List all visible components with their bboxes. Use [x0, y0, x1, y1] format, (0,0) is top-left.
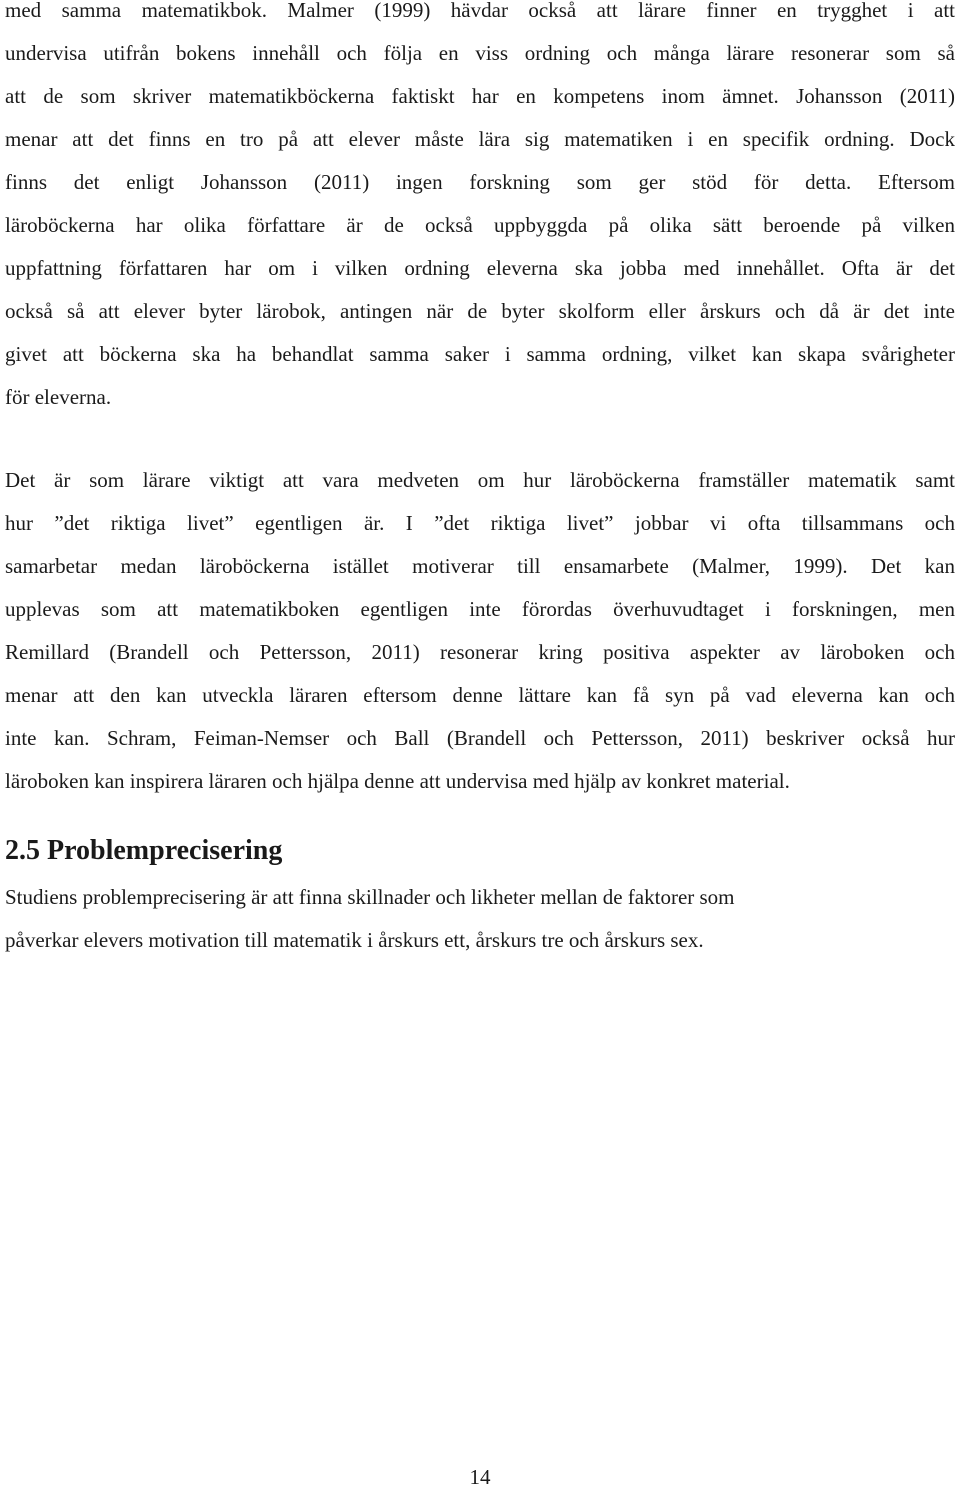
- text-line: undervisa utifrån bokens innehåll och följa en viss ordning och många lärare resonerar som så: [5, 41, 955, 65]
- paragraph-real-life: [5, 459, 955, 803]
- text-line: att de som skriver matematikböckerna faktiskt har en kompetens inom ämnet. Johansson (2011): [5, 84, 955, 108]
- text-line: läroboken kan inspirera läraren och hjälpa denne att undervisa med hjälp av konkret material.: [5, 769, 790, 793]
- text-line: hur ”det riktiga livet” egentligen är. I ”det riktiga livet” jobbar vi ofta tillsammans och: [5, 511, 955, 535]
- text-line: finns det enligt Johansson (2011) ingen forskning som ger stöd för detta. Eftersom: [5, 170, 955, 194]
- text-line: menar att den kan utveckla läraren eftersom denne lättare kan få syn på vad eleverna kan och: [5, 683, 955, 707]
- text-line: uppfattning författaren har om i vilken ordning eleverna ska jobba med innehållet. Ofta är det: [5, 256, 955, 280]
- paragraph-textbook-order: [5, 0, 955, 419]
- text-line: Studiens problemprecisering är att finna skillnader och likheter mellan de faktorer som: [5, 885, 735, 909]
- text-line: för eleverna.: [5, 385, 112, 409]
- text-line: med samma matematikbok. Malmer (1999) hävdar också att lärare finner en trygghet i att: [5, 0, 955, 22]
- text-line: samarbetar medan läroböckerna istället motiverar till ensamarbete (Malmer, 1999). Det kan: [5, 554, 955, 578]
- text-line: Remillard (Brandell och Pettersson, 2011) resonerar kring positiva aspekter av läroboken och: [5, 640, 955, 664]
- text-line: upplevas som att matematikboken egentligen inte förordas överhuvudtaget i forskningen, men: [5, 597, 955, 621]
- text-line: menar att det finns en tro på att elever måste lära sig matematiken i en specifik ordning. Dock: [5, 127, 955, 151]
- page-number: 14: [469, 1465, 491, 1489]
- text-line: också så att elever byter lärobok, antingen när de byter skolform eller årskurs och då är det inte: [5, 299, 955, 323]
- text-line: läroböckerna har olika författare är de också uppbyggda på olika sätt beroende på vilken: [5, 213, 955, 237]
- text-line: påverkar elevers motivation till matematik i årskurs ett, årskurs tre och årskurs sex.: [5, 928, 704, 952]
- text-line: Det är som lärare viktigt att vara medveten om hur läroböckerna framställer matematik samt: [5, 468, 955, 492]
- text-line: givet att böckerna ska ha behandlat samma saker i samma ordning, vilket kan skapa svårigheter: [5, 342, 955, 366]
- text-line: inte kan. Schram, Feiman-Nemser och Ball (Brandell och Pettersson, 2011) beskriver också hur: [5, 726, 955, 750]
- paragraph-problem-statement: [5, 876, 955, 962]
- section-heading: 2.5 Problemprecisering: [5, 835, 283, 866]
